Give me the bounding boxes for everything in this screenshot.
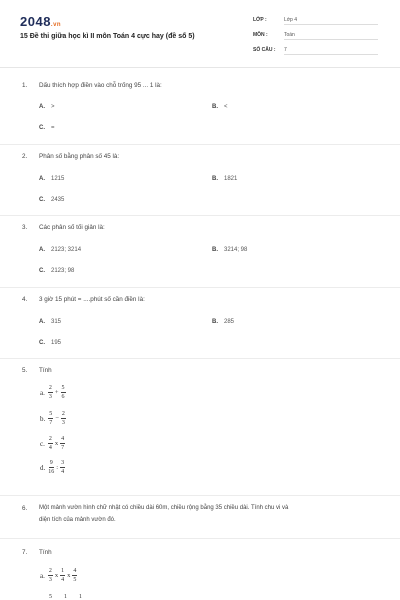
option-text: 3214; 98 [224,247,248,253]
option-text: < [224,104,228,110]
meta-label-subject: MÔN : [253,32,268,38]
fraction [60,436,65,451]
question-text: Dấu thích hợp điền vào chỗ trống 95 ... 1 là: [39,82,162,89]
numerator: 1 [64,594,67,600]
fraction [48,385,53,400]
expression-label: b. [40,414,46,423]
numerator: 2 [48,385,52,391]
option-text: 315 [51,319,62,325]
option-3b[interactable] [212,247,247,253]
option-letter: B. [212,319,218,325]
logo-suffix: .vn [50,22,62,28]
question-divider [0,144,400,145]
option-text: 2435 [51,197,65,203]
option-text: 195 [51,340,62,346]
numerator: 5 [61,385,65,391]
option-letter: C. [39,197,45,203]
question-text-line: diện tích của mảnh vườn đó. [39,517,116,523]
denominator: 3 [61,420,65,426]
question-text: 3 giờ 15 phút = ....phút số cần điền là: [39,296,145,303]
question-1 [22,82,162,89]
option-letter: A. [39,176,45,182]
question-number: 6. [22,505,28,512]
meta-value-subject: Toán [284,32,378,40]
question-2 [22,153,119,160]
meta-value-class: Lớp 4 [284,17,378,25]
expression-label: d. [40,463,46,472]
meta-count [253,44,378,56]
numerator: 9 [49,460,53,466]
option-4c[interactable] [39,340,61,346]
meta-subject [253,29,378,41]
fraction [61,411,66,426]
expression-7b-partial [49,594,82,600]
option-letter: B. [212,176,218,182]
denominator: 5 [73,577,77,583]
operator: + [54,389,59,396]
fraction [72,568,77,583]
numerator: 1 [79,594,82,600]
numerator: 5 [49,594,52,600]
fraction [48,568,53,583]
expression-5a [40,385,67,400]
question-divider [0,495,400,496]
document-header [0,0,400,66]
meta-label-count: SỐ CÂU : [253,47,276,53]
option-1a[interactable] [39,104,55,110]
numerator: 4 [61,436,65,442]
operator: x [67,572,71,579]
option-4b[interactable] [212,319,234,325]
option-3c[interactable] [39,268,74,274]
option-text: 1215 [51,176,65,182]
question-number: 1. [22,82,28,89]
question-6-text [39,502,379,526]
denominator: 3 [48,577,52,583]
option-text: 2123; 3214 [51,247,82,253]
option-2c[interactable] [39,197,64,203]
logo-main: 2048 [20,14,51,29]
question-divider [0,287,400,288]
numerator: 1 [61,568,65,574]
fraction [48,411,53,426]
numerator: 2 [61,411,65,417]
fraction [60,568,65,583]
expression-5b [40,411,67,426]
header-divider [0,67,400,68]
denominator: 3 [48,394,52,400]
question-text: Phân số bằng phân số 45 là: [39,153,120,160]
operator: x [54,572,59,579]
option-text: 285 [224,319,235,325]
expression-label: a. [40,571,45,580]
question-number: 5. [22,367,28,374]
option-text: > [51,104,55,110]
option-letter: A. [39,319,45,325]
denominator: 16 [48,469,55,475]
meta-label-class: LỚP : [253,17,267,23]
option-letter: A. [39,104,45,110]
document-title: 15 Đề thi giữa học kì II môn Toán 4 cực hay (đề số 5) [20,33,195,40]
numerator: 3 [61,460,65,466]
question-divider [0,215,400,216]
numerator: 2 [48,568,52,574]
question-number: 4. [22,296,28,303]
site-logo[interactable] [20,14,61,29]
option-letter: B. [212,104,218,110]
option-letter: B. [212,247,218,253]
option-text: = [51,125,55,131]
option-text: 2123; 98 [51,268,75,274]
question-6 [22,505,39,512]
question-number: 7. [22,549,28,556]
numerator: 5 [49,411,53,417]
option-letter: A. [39,247,45,253]
expression-5d [40,460,66,475]
question-5 [22,367,52,374]
denominator: 4 [61,577,65,583]
option-2b[interactable] [212,176,237,182]
operator: − [55,415,59,422]
option-3a[interactable] [39,247,81,253]
question-divider [0,538,400,539]
expression-label: a. [40,388,45,397]
question-text: Tính [39,549,52,556]
numerator: 4 [73,568,77,574]
meta-value-count: 7 [284,47,378,55]
denominator: 7 [49,420,53,426]
option-1b[interactable] [212,104,228,110]
question-3 [22,224,105,231]
numerator: 2 [48,436,52,442]
question-text: Tính [39,367,52,374]
denominator: 4 [61,469,65,475]
expression-label: c. [40,439,45,448]
question-number: 2. [22,153,28,160]
fraction [48,436,53,451]
option-text: 1821 [224,176,238,182]
expression-5c [40,436,66,451]
option-4a[interactable] [39,319,61,325]
question-divider [0,358,400,359]
fraction [48,460,54,475]
expression-7a [40,568,78,583]
question-7 [22,549,52,556]
denominator: 6 [61,394,65,400]
option-letter: C. [39,125,45,131]
denominator: 4 [48,445,52,451]
question-text-line: Một mảnh vườn hình chữ nhật có chiều dài 60m, chiều rộng bằng 35 chiều dài. Tính chu vi và [39,505,289,511]
denominator: 7 [61,445,65,451]
question-number: 3. [22,224,28,231]
operator: : [56,464,59,471]
question-text: Các phân số tối giản là: [39,224,105,231]
option-1c[interactable] [39,125,55,131]
option-2a[interactable] [39,176,64,182]
fraction [60,460,65,475]
meta-class [253,14,378,26]
option-letter: C. [39,268,45,274]
question-4 [22,296,145,303]
operator: x [54,440,59,447]
option-letter: C. [39,340,45,346]
fraction [61,385,66,400]
